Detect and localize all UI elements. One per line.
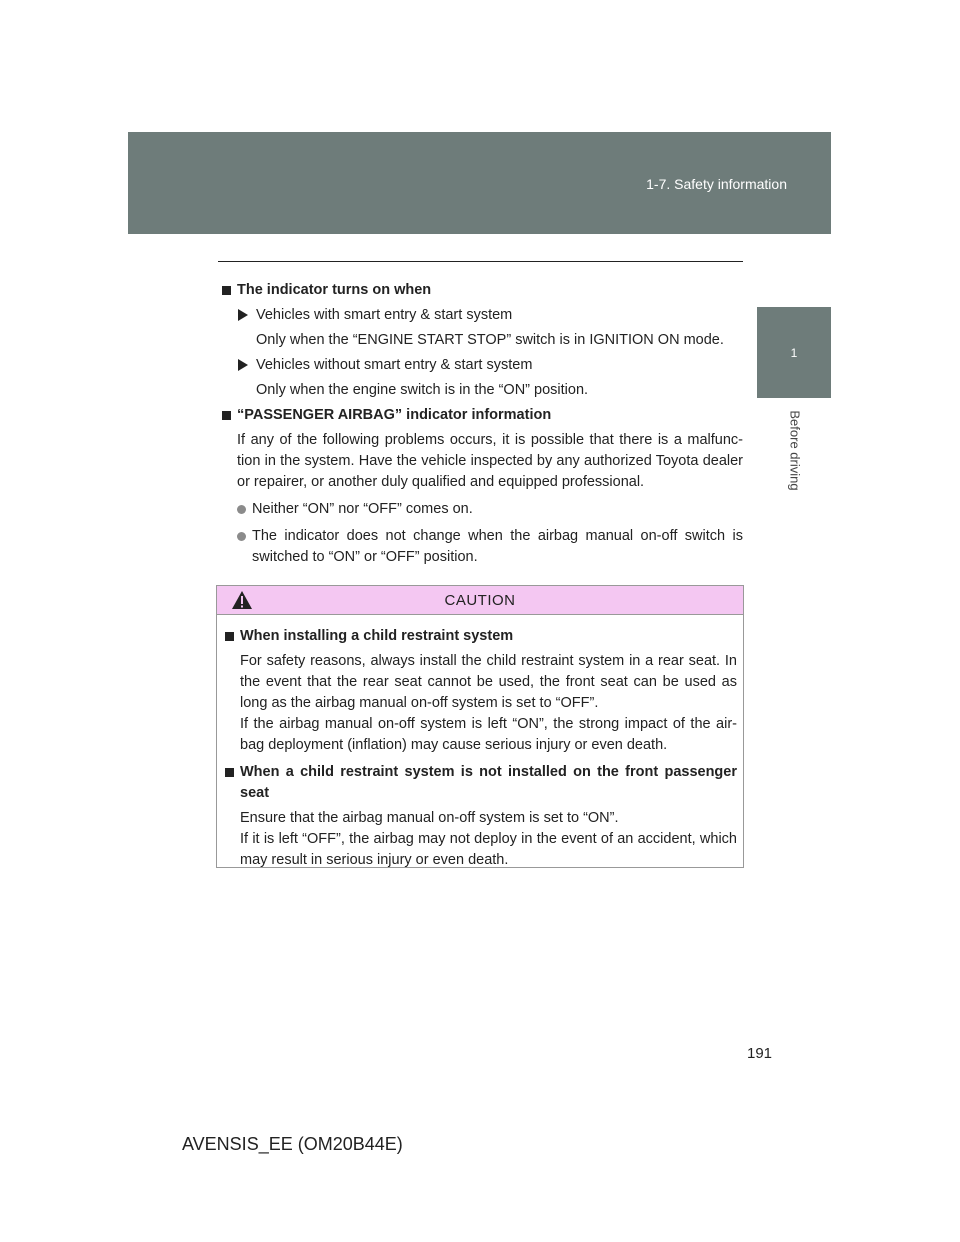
section-heading [218,405,743,426]
square-bullet-icon [225,632,234,641]
section-heading [218,280,743,301]
heading-text: When a child restraint system is not installed on the front passenger seat [240,764,737,801]
round-bullet-icon [237,505,246,514]
item-detail: Only when the engine switch is in the “ON” position. [256,382,589,398]
list-item [218,305,743,326]
chapter-label-container [745,400,845,500]
square-bullet-icon [222,286,231,295]
caution-title: CAUTION [444,591,516,609]
caution-paragraph: For safety reasons, always install the child restraint system in a rear seat. In the event that the rear seat cannot be used, the front seat can be used as long as the airbag manual on-off system is set to “OFF”. [240,653,737,711]
section-body: If any of the following problems occurs, it is possible that there is a malfunc-tion in the system. Have the vehicle inspected by any authorized Toyota dealer or repairer, or another duly qualified and equipped professional. [237,432,743,490]
arrow-right-icon [238,359,248,371]
document-id: AVENSIS_EE (OM20B44E) [182,1134,403,1154]
bullet-text: Neither “ON” nor “OFF” comes on. [252,501,473,517]
caution-item-heading [221,762,737,804]
section-passenger-airbag [218,405,743,568]
header-band [128,132,831,234]
list-item [218,526,743,568]
item-label: Vehicles without smart entry & start system [256,357,533,373]
bullet-text: The indicator does not change when the airbag manual on-off switch is switched to “ON” or “OFF” position. [252,528,743,565]
chapter-label: Before driving [787,409,803,491]
caution-paragraph: If it is left “OFF”, the airbag may not deploy in the event of an accident, which may result in serious injury or even death. [240,831,737,868]
heading-text: When installing a child restraint system [240,628,514,644]
square-bullet-icon [225,768,234,777]
list-item [218,499,743,520]
section-title: 1-7. Safety information [646,176,787,192]
warning-triangle-icon [231,590,253,610]
item-label: Vehicles with smart entry & start system [256,307,513,323]
heading-text: The indicator turns on when [237,282,432,298]
heading-text: “PASSENGER AIRBAG” indicator information [237,407,552,423]
list-item [218,355,743,376]
chapter-tab [757,307,831,398]
section-indicator-on [218,280,743,401]
round-bullet-icon [237,532,246,541]
chapter-number: 1 [790,345,798,360]
caution-box [216,585,744,868]
arrow-right-icon [238,309,248,321]
caution-paragraph: Ensure that the airbag manual on-off system is set to “ON”. [240,810,619,826]
page-number: 191 [747,1045,773,1062]
caution-body [221,626,737,871]
item-detail: Only when the “ENGINE START STOP” switch is in IGNITION ON mode. [256,332,724,348]
square-bullet-icon [222,411,231,420]
caution-item-heading [221,626,737,647]
top-rule [218,261,743,262]
caution-paragraph: If the airbag manual on-off system is left “ON”, the strong impact of the air-bag deployment (inflation) may cause serious injury or even death. [240,716,737,753]
caution-header [217,586,743,615]
